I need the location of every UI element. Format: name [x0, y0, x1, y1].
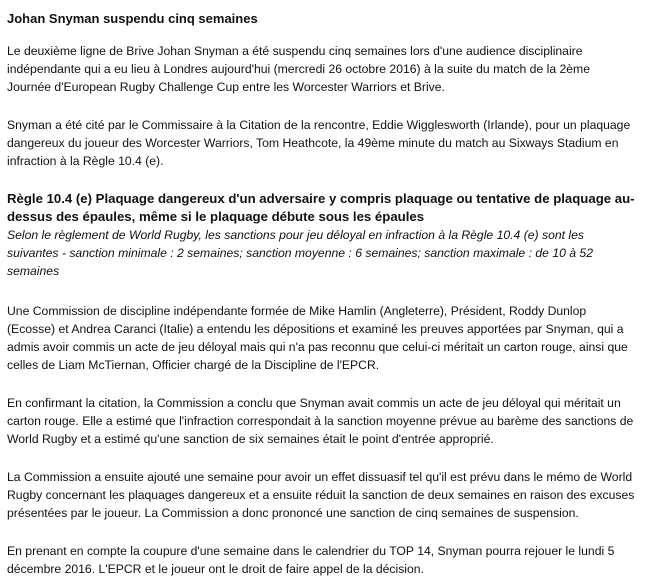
paragraph-return-date: En prenant en compte la coupure d'une semaine dans le calendrier du TOP 14, Snyman pourra rejouer le lundi 5 décembre 2016. L'EPCR et le joueur ont le droit de faire appel de la décision.	[7, 544, 615, 576]
paragraph-conclusion: En confirmant la citation, la Commission a conclu que Snyman avait commis un acte de jeu déloyal qui méritait un carton rouge. Elle a estimé que l'infraction correspondait à la sanction moyenne prévue au barème des sanctions de World Rugby et a estimé qu'une sanction de six semaines était le point d'entrée approprié.	[7, 396, 634, 446]
paragraph-suspension-intro: Le deuxième ligne de Brive Johan Snyman a été suspendu cinq semaines lors d'une audience disciplinaire indépendante qui a eu lieu à Londres aujourd'hui (mercredi 26 octobre 2016) à la suite du match de la 2ème Journée d'European Rugby Challenge Cup entre les Worcester Warriors et Brive.	[7, 44, 590, 94]
paragraph-citation: Snyman a été cité par le Commissaire à la Citation de la rencontre, Eddie Wigglesworth (Irlande), pour un plaquage dangereux du joueur des Worcester Warriors, Tom Heathcote, la 49ème minute du match au Sixways Stadium en infraction à la Règle 10.4 (e).	[7, 118, 631, 168]
rule-heading: Règle 10.4 (e) Plaquage dangereux d'un adversaire y compris plaquage ou tentative de plaquage au-dessus des épaules, même si le plaquage débute sous les épaules	[7, 191, 635, 224]
paragraph-commission: Une Commission de discipline indépendante formée de Mike Hamlin (Angleterre), Président, Roddy Dunlop (Ecosse) et Andrea Caranci (Italie) a entendu les dépositions et examiné les preuves apportées par Snyman, qui a admis avoir commis un acte de jeu déloyal mais qui n'a pas reconnu que celui-ci méritait un carton rouge, ainsi que celles de Liam McTiernan, Officier chargé de la Discipline de l'EPCR.	[7, 304, 628, 372]
rule-sanctions: Selon le règlement de World Rugby, les sanctions pour jeu déloyal en infraction à la Règle 10.4 (e) sont les suivantes - sanction minimale : 2 semaines; sanction moyenne : 6 semaines; sanction maximale : de 10 à 52 semaines	[7, 228, 593, 278]
article-title: Johan Snyman suspendu cinq semaines	[7, 11, 258, 26]
paragraph-sanction-adjustment: La Commission a ensuite ajouté une semaine pour avoir un effet dissuasif tel qu'il est prévu dans le mémo de World Rugby concernant les plaquages dangereux et a ensuite réduit la sanction de deux semaines en raison des excuses présentées par le joueur. La Commission a donc prononcé une sanction de cinq semaines de suspension.	[7, 470, 635, 520]
